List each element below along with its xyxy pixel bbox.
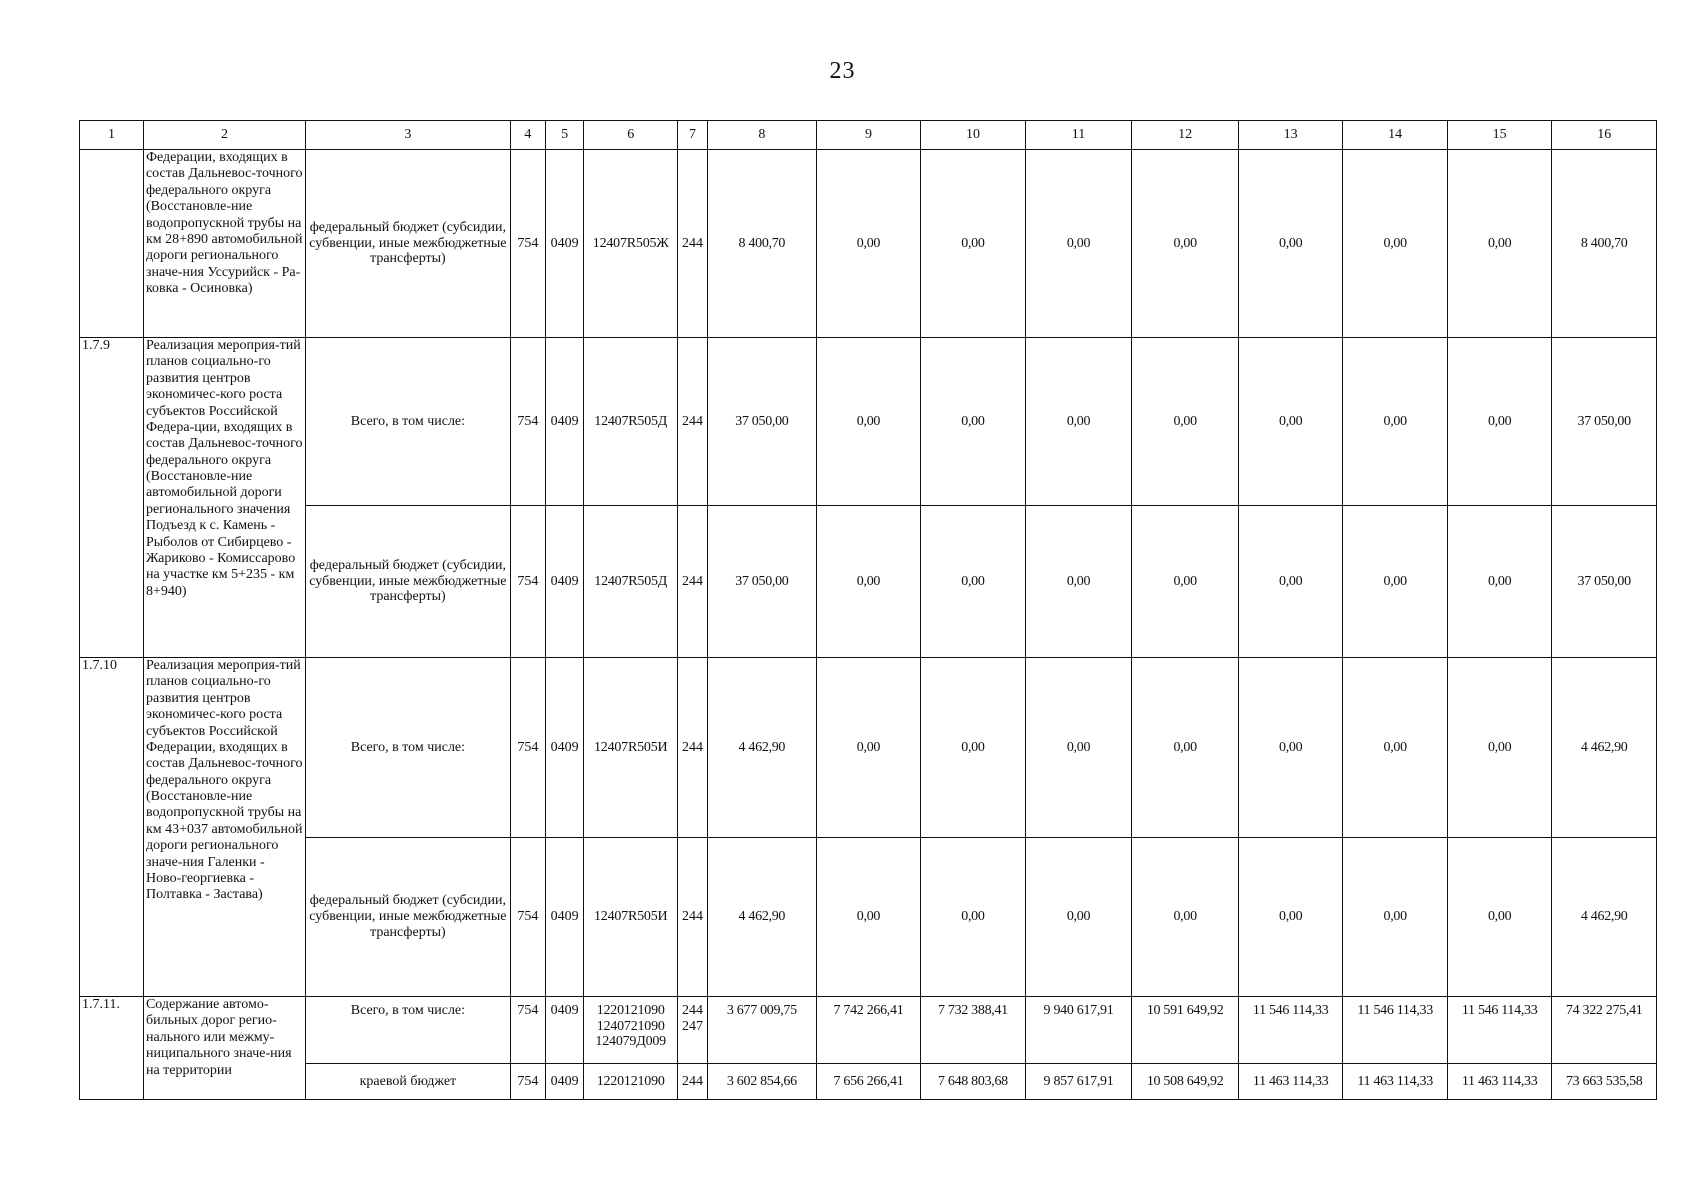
funding-source: федеральный бюджет (субсидии, субвенции, иные межбюджетные трансферты) (306, 506, 511, 658)
column-header: 3 (306, 121, 511, 150)
value-cell: 0,00 (816, 338, 920, 506)
value-cell: 0,00 (1238, 150, 1342, 338)
item-number: 1.7.9 (80, 338, 144, 658)
value-cell: 0,00 (1132, 338, 1239, 506)
value-cell: 0,00 (1343, 506, 1447, 658)
table-row (80, 506, 1657, 658)
grbs-code: 754 (510, 1064, 545, 1100)
table-row (80, 150, 1657, 338)
value-cell: 7 656 266,41 (816, 1064, 920, 1100)
vr-code-line: 244 (682, 573, 704, 589)
grbs-code: 754 (510, 506, 545, 658)
value-cell: 0,00 (1132, 506, 1239, 658)
grbs-code: 754 (510, 658, 545, 838)
item-description: Реализация мероприя-тий планов социально-го развития центров экономичес-кого роста субъектов Российской Федерации, входящих в состав Дальневос-точного федерального округа (Восстановле-ние водопропускной трубы на км 43+037 автомобильной дороги регионального значе-ния Галенки - Ново-георгиевка - Полтавка - Застава) (143, 658, 305, 997)
budget-table (79, 120, 1657, 1100)
csr-code (584, 1064, 678, 1100)
value-cell: 7 742 266,41 (816, 997, 920, 1064)
grbs-code: 754 (510, 838, 545, 997)
column-header: 13 (1238, 121, 1342, 150)
value-cell: 0,00 (1238, 506, 1342, 658)
grbs-code: 754 (510, 338, 545, 506)
csr-code (584, 838, 678, 997)
vr-code-line: 247 (682, 1018, 704, 1034)
value-cell: 0,00 (1025, 838, 1132, 997)
vr-code-line: 244 (682, 909, 704, 925)
column-header: 2 (143, 121, 305, 150)
value-cell: 0,00 (816, 506, 920, 658)
value-cell: 10 508 649,92 (1132, 1064, 1239, 1100)
csr-code (584, 150, 678, 338)
value-cell: 0,00 (921, 838, 1025, 997)
value-cell: 0,00 (1447, 506, 1551, 658)
grbs-code: 754 (510, 150, 545, 338)
column-header: 7 (678, 121, 708, 150)
value-cell: 11 463 114,33 (1343, 1064, 1447, 1100)
value-cell: 3 677 009,75 (707, 997, 816, 1064)
value-cell: 0,00 (1132, 658, 1239, 838)
value-cell: 37 050,00 (707, 338, 816, 506)
value-cell: 0,00 (1238, 838, 1342, 997)
vr-code (678, 997, 708, 1064)
funding-source: федеральный бюджет (субсидии, субвенции, иные межбюджетные трансферты) (306, 838, 511, 997)
vr-code (678, 838, 708, 997)
funding-source: Всего, в том числе: (306, 658, 511, 838)
rzpr-code: 0409 (545, 338, 583, 506)
column-header: 14 (1343, 121, 1447, 150)
value-cell: 0,00 (1343, 838, 1447, 997)
grbs-code: 754 (510, 997, 545, 1064)
vr-code (678, 338, 708, 506)
value-cell: 10 591 649,92 (1132, 997, 1239, 1064)
value-cell: 0,00 (1025, 150, 1132, 338)
funding-source: Всего, в том числе: (306, 338, 511, 506)
value-cell: 4 462,90 (707, 838, 816, 997)
value-cell: 0,00 (1343, 150, 1447, 338)
value-cell: 0,00 (1447, 338, 1551, 506)
column-header: 11 (1025, 121, 1132, 150)
table-row (80, 1064, 1657, 1100)
csr-code-line: 124079Д009 (595, 1034, 666, 1050)
value-cell: 8 400,70 (707, 150, 816, 338)
value-cell: 74 322 275,41 (1552, 997, 1657, 1064)
column-header: 6 (584, 121, 678, 150)
item-number (80, 150, 144, 338)
csr-code (584, 658, 678, 838)
column-number-row (80, 121, 1657, 150)
value-cell: 0,00 (1025, 658, 1132, 838)
value-cell: 11 546 114,33 (1238, 997, 1342, 1064)
csr-code-line: 1240721090 (596, 1018, 665, 1034)
item-number: 1.7.11. (80, 997, 144, 1100)
vr-code-line: 244 (682, 235, 704, 251)
value-cell: 9 857 617,91 (1025, 1064, 1132, 1100)
csr-code (584, 506, 678, 658)
item-description: Федерации, входящих в состав Дальневос-точного федерального округа (Восстановле-ние водопропускной трубы на км 28+890 автомобильной дороги регионального значе-ния Уссурийск - Ра-ковка - Осиновка) (143, 150, 305, 338)
rzpr-code: 0409 (545, 997, 583, 1064)
value-cell: 0,00 (921, 338, 1025, 506)
column-header: 4 (510, 121, 545, 150)
value-cell: 4 462,90 (1552, 838, 1657, 997)
value-cell: 0,00 (1447, 658, 1551, 838)
value-cell: 0,00 (1132, 838, 1239, 997)
value-cell: 9 940 617,91 (1025, 997, 1132, 1064)
csr-code (584, 997, 678, 1064)
vr-code (678, 506, 708, 658)
column-header: 15 (1447, 121, 1551, 150)
rzpr-code: 0409 (545, 150, 583, 338)
value-cell: 0,00 (1025, 506, 1132, 658)
vr-code-line: 244 (682, 739, 704, 755)
value-cell: 11 463 114,33 (1238, 1064, 1342, 1100)
vr-code (678, 1064, 708, 1100)
rzpr-code: 0409 (545, 506, 583, 658)
value-cell: 4 462,90 (1552, 658, 1657, 838)
vr-code-line: 244 (682, 1003, 704, 1018)
value-cell: 0,00 (1343, 658, 1447, 838)
item-number: 1.7.10 (80, 658, 144, 997)
value-cell: 8 400,70 (1552, 150, 1657, 338)
value-cell: 37 050,00 (1552, 506, 1657, 658)
column-header: 16 (1552, 121, 1657, 150)
value-cell: 0,00 (1025, 338, 1132, 506)
csr-code-line: 1220121090 (596, 1003, 665, 1018)
value-cell: 11 546 114,33 (1447, 997, 1551, 1064)
value-cell: 7 648 803,68 (921, 1064, 1025, 1100)
csr-code-line: 12407R505Д (594, 413, 668, 429)
rzpr-code: 0409 (545, 838, 583, 997)
csr-code-line: 1220121090 (596, 1073, 665, 1089)
rzpr-code: 0409 (545, 658, 583, 838)
value-cell: 0,00 (921, 506, 1025, 658)
vr-code-line: 244 (682, 1073, 704, 1089)
value-cell: 3 602 854,66 (707, 1064, 816, 1100)
value-cell: 11 546 114,33 (1343, 997, 1447, 1064)
value-cell: 0,00 (816, 658, 920, 838)
vr-code-line: 244 (682, 413, 704, 429)
funding-source: Всего, в том числе: (306, 997, 511, 1064)
column-header: 10 (921, 121, 1025, 150)
value-cell: 37 050,00 (1552, 338, 1657, 506)
value-cell: 73 663 535,58 (1552, 1064, 1657, 1100)
csr-code-line: 12407R505Д (594, 573, 668, 589)
value-cell: 0,00 (1447, 150, 1551, 338)
item-description: Содержание автомо-бильных дорог регио-нального или межму-ниципального значе-ния на территории (143, 997, 305, 1100)
value-cell: 0,00 (921, 150, 1025, 338)
column-header: 5 (545, 121, 583, 150)
column-header: 9 (816, 121, 920, 150)
item-description: Реализация мероприя-тий планов социально-го развития центров экономичес-кого роста субъектов Российской Федера-ции, входящих в состав Дальневос-точного федерального округа (Восстановле-ние автомобильной дороги регионального значения Подъезд к с. Камень - Рыболов от Сибирцево - Жариково - Комиссарово на участке км 5+235 - км 8+940) (143, 338, 305, 658)
value-cell: 0,00 (816, 150, 920, 338)
csr-code-line: 12407R505Ж (592, 235, 669, 251)
value-cell: 0,00 (1238, 338, 1342, 506)
vr-code (678, 150, 708, 338)
value-cell: 0,00 (1343, 338, 1447, 506)
value-cell: 0,00 (816, 838, 920, 997)
column-header: 12 (1132, 121, 1239, 150)
rzpr-code: 0409 (545, 1064, 583, 1100)
csr-code-line: 12407R505И (593, 909, 668, 925)
funding-source: краевой бюджет (306, 1064, 511, 1100)
value-cell: 0,00 (1132, 150, 1239, 338)
csr-code (584, 338, 678, 506)
value-cell: 0,00 (921, 658, 1025, 838)
table-row (80, 338, 1657, 506)
value-cell: 11 463 114,33 (1447, 1064, 1551, 1100)
value-cell: 4 462,90 (707, 658, 816, 838)
column-header: 8 (707, 121, 816, 150)
value-cell: 0,00 (1238, 658, 1342, 838)
table-row (80, 997, 1657, 1064)
table-row (80, 658, 1657, 838)
funding-source: федеральный бюджет (субсидии, субвенции, иные межбюджетные трансферты) (306, 150, 511, 338)
value-cell: 0,00 (1447, 838, 1551, 997)
value-cell: 37 050,00 (707, 506, 816, 658)
column-header: 1 (80, 121, 144, 150)
csr-code-line: 12407R505И (593, 739, 668, 755)
page-number: 23 (829, 58, 856, 84)
table-row (80, 838, 1657, 997)
vr-code (678, 658, 708, 838)
value-cell: 7 732 388,41 (921, 997, 1025, 1064)
